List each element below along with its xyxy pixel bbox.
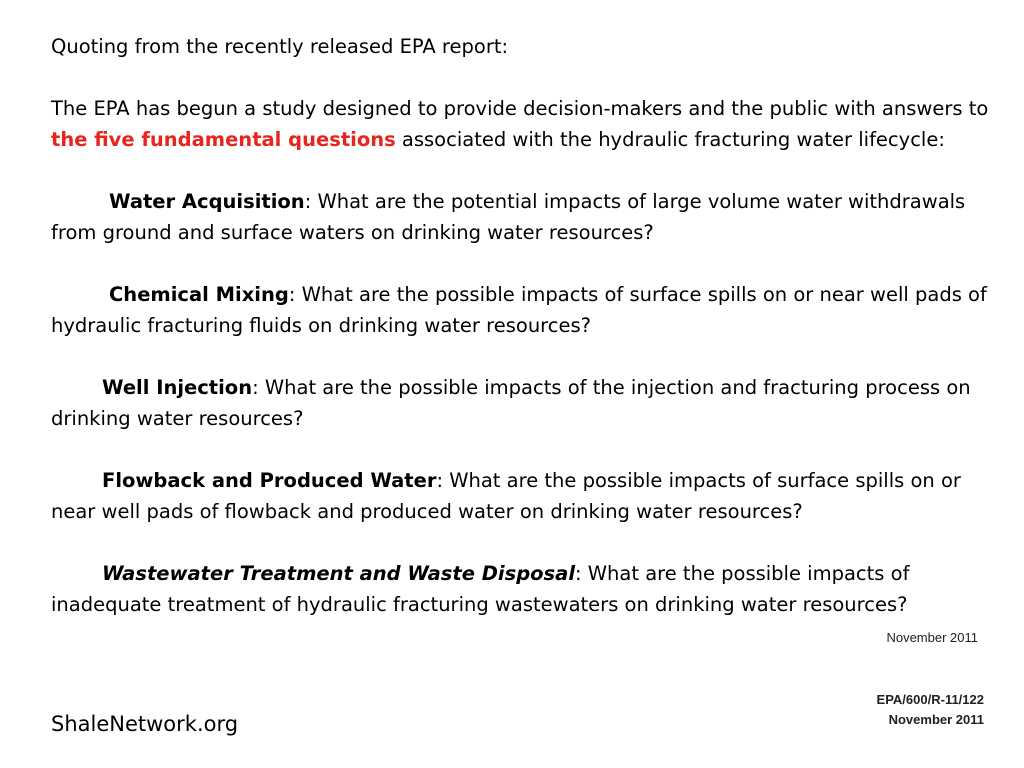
highlight-phrase: the five fundamental questions <box>51 128 396 151</box>
slide-body <box>51 31 1001 620</box>
question-text: : What are the possible impacts of surface spills on or near well pads of flowback and produced water on drinking water resources? <box>51 469 961 523</box>
question-paragraph <box>51 558 1001 620</box>
question-term: Well Injection <box>102 376 253 399</box>
study-text-after: associated with the hydraulic fracturing water lifecycle: <box>395 128 945 151</box>
question-text: : What are the possible impacts of surface spills on or near well pads of hydraulic fracturing fluids on drinking water resources? <box>51 283 987 337</box>
question-term: Wastewater Treatment and Waste Disposal <box>102 562 575 585</box>
study-text-before: The EPA has begun a study designed to provide decision-makers and the public with answers to <box>51 97 989 120</box>
question-paragraph <box>51 465 1001 527</box>
question-text: : What are the possible impacts of inadequate treatment of hydraulic fracturing wastewaters on drinking water resources? <box>51 562 910 616</box>
report-stamp <box>877 690 984 730</box>
question-paragraph <box>51 186 1001 248</box>
question-term: Flowback and Produced Water <box>102 469 437 492</box>
question-paragraph <box>51 279 1001 341</box>
question-text: : What are the potential impacts of large volume water withdrawals from ground and surface waters on drinking water resources? <box>51 190 966 244</box>
date-stamp: November 2011 <box>886 630 978 645</box>
footer-site: ShaleNetwork.org <box>51 712 239 736</box>
question-paragraph <box>51 372 1001 434</box>
question-term: Water Acquisition <box>109 190 305 213</box>
report-date: November 2011 <box>888 712 984 727</box>
report-id: EPA/600/R-11/122 <box>876 692 984 707</box>
question-term: Chemical Mixing <box>109 283 289 306</box>
study-paragraph <box>51 93 1001 155</box>
question-text: : What are the possible impacts of the injection and fracturing process on drinking water resources? <box>51 376 971 430</box>
intro-text: Quoting from the recently released EPA report: <box>51 35 509 58</box>
